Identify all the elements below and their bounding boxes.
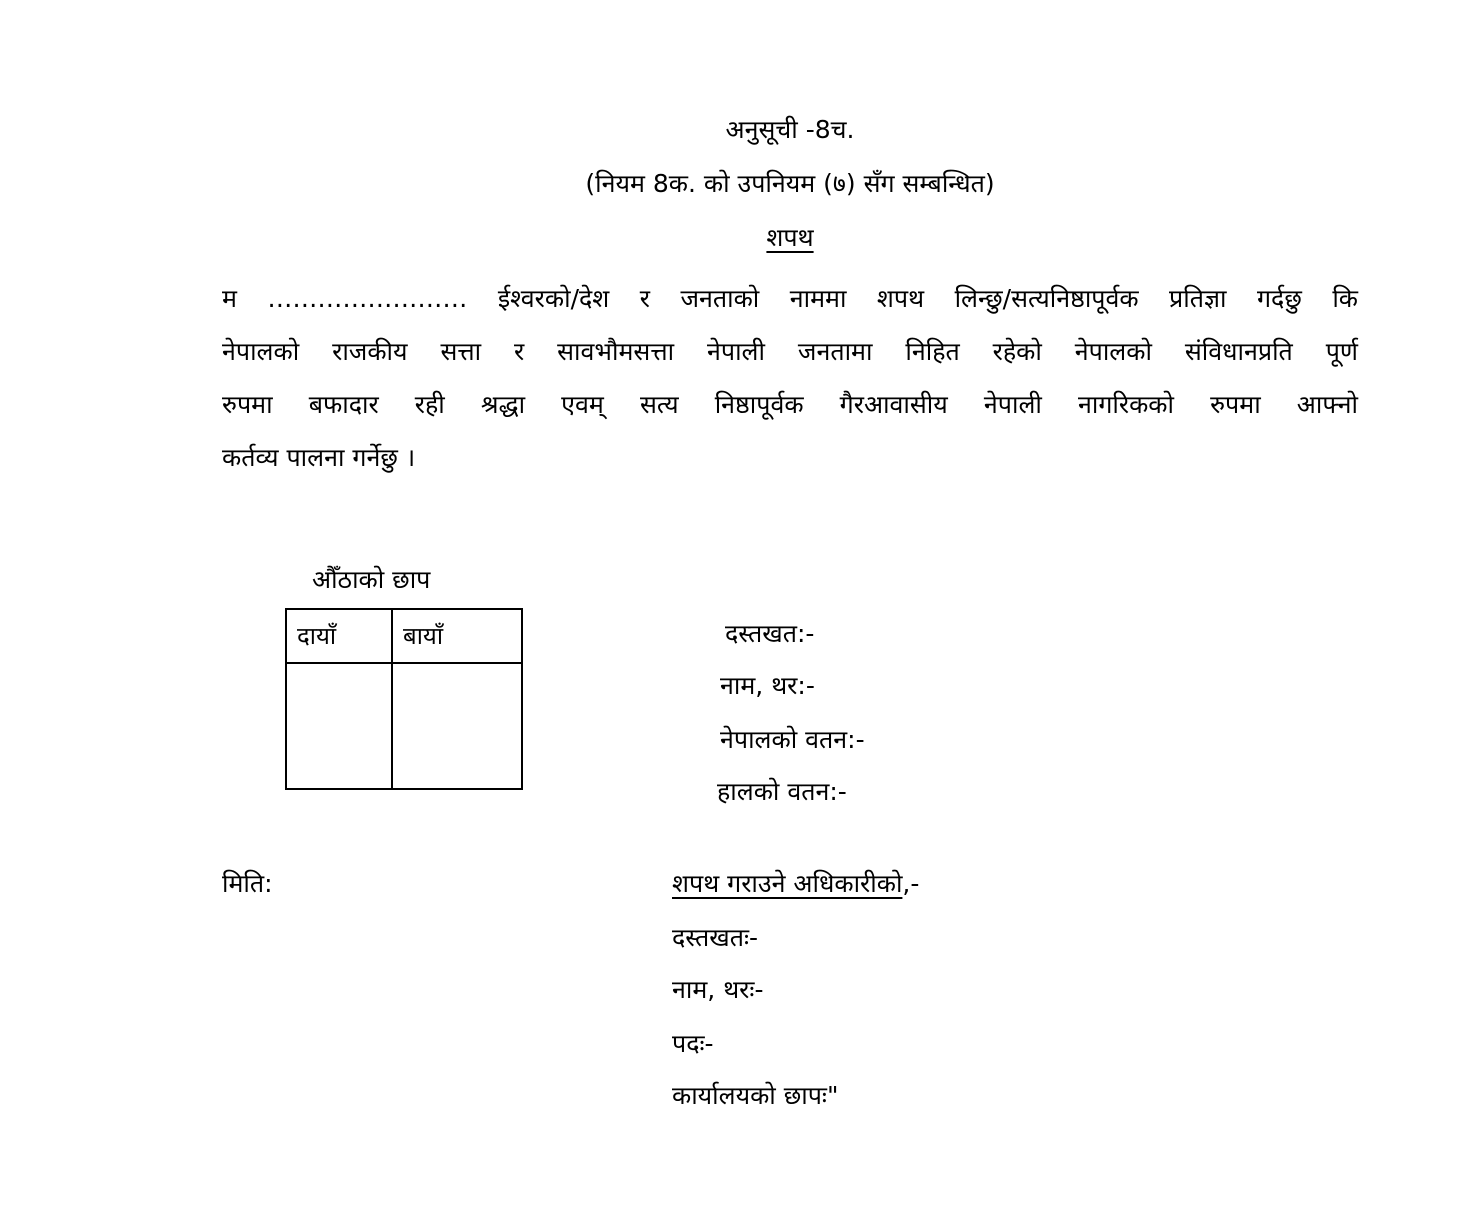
schedule-number: अनुसूची -8च. (725, 115, 855, 144)
thumb-left-header: बायाँ (392, 609, 522, 663)
rule-reference: (नियम 8क. को उपनियम (७) सँग सम्बन्धित) (585, 169, 995, 198)
thumb-left-box (392, 663, 522, 789)
officer-signature-label: दस्तखतः- (672, 923, 759, 952)
oath-line-2: नेपालको राजकीय सत्ता र सावभौमसत्ता नेपाली जनतामा निहित रहेको नेपालको संविधानप्रति पूर्ण (222, 337, 1358, 366)
officer-heading (672, 866, 919, 900)
applicant-signature-label: दस्तखत:- (725, 619, 815, 648)
officer-heading-text: शपथ गराउने अधिकारीको (672, 869, 903, 898)
oath-line-4: कर्तव्य पालना गर्नेछु । (222, 443, 416, 472)
document-title-text: शपथ (766, 223, 814, 252)
thumbprint-table (285, 608, 523, 790)
officer-post-label: पदः- (672, 1029, 714, 1058)
thumb-right-box (286, 663, 392, 789)
applicant-current-address-label: हालको वतन:- (717, 777, 847, 806)
thumb-right-header: दायाँ (286, 609, 392, 663)
officer-name-label: नाम, थरः- (672, 975, 764, 1004)
officer-heading-suffix: ,- (902, 869, 920, 898)
date-label: मिति: (222, 869, 273, 898)
oath-line-3: रुपमा बफादार रही श्रद्धा एवम् सत्य निष्ठापूर्वक गैरआवासीय नेपाली नागरिकको रुपमा आफ्नो (222, 390, 1358, 419)
applicant-nepal-address-label: नेपालको वतन:- (720, 725, 865, 754)
thumbprint-label: औँठाको छाप (312, 565, 431, 594)
document-title (0, 220, 1464, 254)
oath-line-1: म …………………… ईश्वरको/देश र जनताको नाममा शपथ लिन्छु/सत्यनिष्ठापूर्वक प्रतिज्ञा गर्दछु कि (222, 284, 1358, 313)
office-seal-label: कार्यालयको छापः" (672, 1081, 839, 1110)
oath-paragraph (222, 272, 1358, 484)
applicant-name-label: नाम, थर:- (720, 671, 815, 700)
